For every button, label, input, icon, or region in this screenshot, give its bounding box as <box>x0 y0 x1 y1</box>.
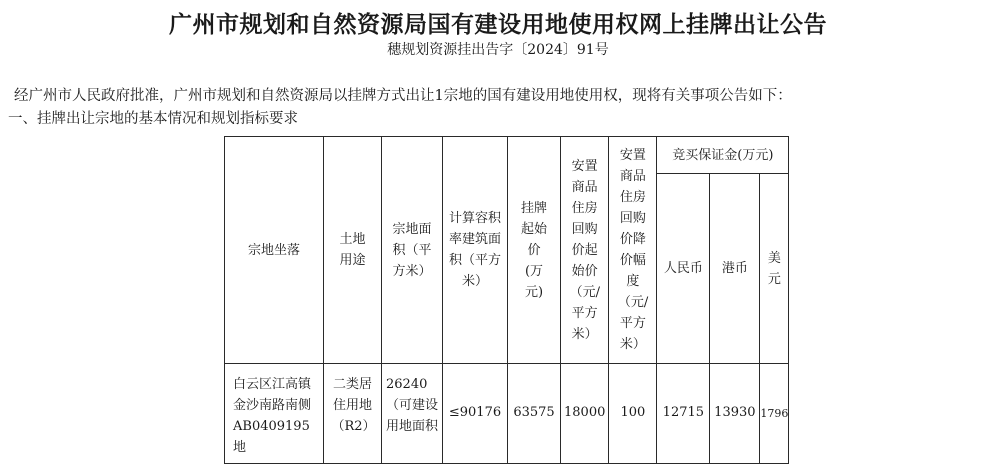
page-title: 广州市规划和自然资源局国有建设用地使用权网上挂牌出让公告 <box>169 11 827 38</box>
header-rmb: 人民币 <box>657 174 710 364</box>
intro-paragraph: 经广州市人民政府批准，广州市规划和自然资源局以挂牌方式出让1宗地的国有建设用地使用权，现将有关事项公告如下： <box>14 88 792 104</box>
cell-buyback-step: 100 <box>609 364 657 464</box>
document-number: 穗规划资源挂出告字〔2024〕91号 <box>387 42 609 58</box>
cell-deposit-hkd: 13930 <box>710 364 760 464</box>
header-land-use: 土地用途 <box>324 137 382 364</box>
header-usd: 美元 <box>760 174 789 364</box>
cell-area: 26240（可建设用地面积 <box>382 364 443 464</box>
header-buyback-start: 安置商品住房回购价起始价（元/平方米） <box>561 137 609 364</box>
cell-deposit-rmb: 12715 <box>657 364 710 464</box>
header-floor-area: 计算容积率建筑面积（平方米） <box>443 137 508 364</box>
section-heading: 一、挂牌出让宗地的基本情况和规划指标要求 <box>8 111 298 127</box>
cell-buyback-start: 18000 <box>561 364 609 464</box>
header-hkd: 港币 <box>710 174 760 364</box>
header-location: 宗地坐落 <box>225 137 324 364</box>
table-row <box>225 364 789 464</box>
cell-location: 白云区江高镇金沙南路南侧AB0409195地 <box>225 364 324 464</box>
header-buyback-step: 安置商品住房回购价降价幅度（元/平方米） <box>609 137 657 364</box>
cell-deposit-usd: 1796 <box>760 364 789 464</box>
cell-floor-area: ≤90176 <box>443 364 508 464</box>
cell-land-use: 二类居住用地（R2） <box>324 364 382 464</box>
header-area: 宗地面积（平方米） <box>382 137 443 364</box>
land-plot-table <box>224 136 789 464</box>
cell-start-price: 63575 <box>508 364 561 464</box>
header-start-price: 挂牌起始价(万元) <box>508 137 561 364</box>
header-deposit: 竞买保证金(万元) <box>657 137 789 174</box>
